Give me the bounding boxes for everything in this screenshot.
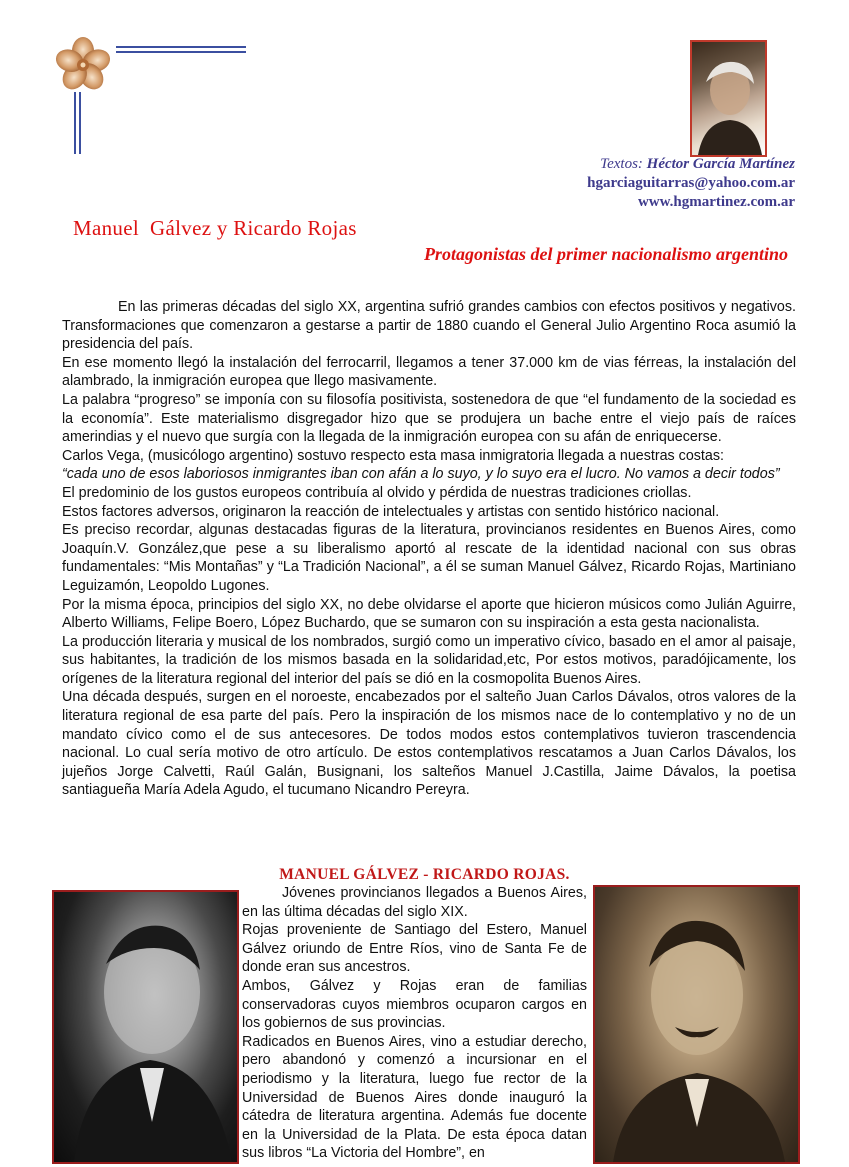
author-credit [587, 155, 795, 174]
vertical-rule-left [74, 92, 76, 154]
paragraph: La producción literaria y musical de los nombrados, surgió como un imperativo cívico, basado en el amor al paisaje, sus habitantes, la tradición de los mismos basada en la solidaridad,etc, Por estos motivos, paradójicamente, los orígenes de la literatura regional del interior del país se dió en la cosmopolita Buenos Aires. [62, 633, 796, 687]
quote-paragraph: “cada uno de esos laboriosos inmigrantes iban con afán a lo suyo, y lo suyo era el lucro. No vamos a decir todos” [62, 466, 780, 483]
portrait-galvez-icon [54, 892, 237, 1162]
paragraph: Carlos Vega, (musicólogo argentino) sostuvo respecto esta masa inmigratoria llegada a nuestras costas: [62, 447, 724, 464]
vertical-rule-right [79, 92, 81, 154]
section-heading: MANUEL GÁLVEZ - RICARDO ROJAS. [279, 866, 570, 883]
author-photo [690, 40, 767, 157]
paragraph: En ese momento llegó la instalación del ferrocarril, llegamos a tener 37.000 km de vias férreas, la instalación del alambrado, la inmigración europea que llego masivamente. [62, 354, 796, 390]
paragraph: En las primeras décadas del siglo XX, argentina sufrió grandes cambios con efectos positivos y negativos. Transformaciones que comenzaron a gestarse a partir de 1880 cuando el General Julio Argentino Roca asumió la presidencia del país. [62, 299, 796, 353]
flower-ornament-icon [52, 34, 114, 96]
paragraph: Por la misma época, principios del siglo XX, no debe olvidarse el aporte que hicieron músicos como Julián Aguirre, Alberto Williams, Felipe Boero, López Buchardo, que se sumaron con su inspiración a esta gesta nacionalista. [62, 596, 796, 632]
paragraph: El predominio de los gustos europeos contribuía al olvido y pérdida de nuestras tradiciones criollas. [62, 484, 692, 501]
paragraph: Una década después, surgen en el noroeste, encabezados por el salteño Juan Carlos Dávalos, otros valores de la literatura regional de esa parte del país. Pero la inspiración de los mismos nace de lo contemplativo y no de un mandato cívico como el de sus antecesores. De todos modos estos contemplativos tuvieron trascendencia nacional. Lo cual sería motivo de otro artículo. De estos contemplativos rescatamos a Juan Carlos Dávalos, los jujeños Jorge Calvetti, Raúl Galán, Busignani, los salteños Manuel J.Castilla, Jaime Dávalos, la poetisa santiagueña María Adela Agudo, el tucumano Nicandro Pereyra. [62, 689, 796, 799]
paragraph: Jóvenes provincianos llegados a Buenos Aires, en las última décadas del siglo XIX. [242, 885, 587, 920]
credit-label: Textos: [600, 156, 643, 172]
header-rule-top [116, 46, 246, 48]
article-subtitle: Protagonistas del primer nacionalismo argentino [423, 244, 788, 264]
paragraph: Estos factores adversos, originaron la reacción de intelectuales y artistas con sentido histórico nacional. [62, 503, 720, 520]
section-body [242, 884, 587, 1163]
galvez-photo [52, 890, 239, 1164]
author-name: Héctor García Martínez [646, 156, 795, 172]
author-website-link[interactable]: www.hgmartinez.com.ar [637, 194, 795, 210]
paragraph: Radicados en Buenos Aires, vino a estudiar derecho, pero abandonó y comenzó a incursionar en el periodismo y la literatura, luego fue rector de la Universidad de Buenos Aires donde inauguró la cátedra de literatura argentina. Además fue docente en la Universidad de la Plata. De esta época datan sus libros “La Victoria del Hombre”, en [242, 1033, 587, 1162]
paragraph: La palabra “progreso” se imponía con su filosofía positivista, sostenedora de que “el fundamento de la sociedad es la economía”. Este materialismo disgregador hizo que se produjera un bache entre el viejo país de raíces amerindias y el nuevo que surgía con la llegada de la inmigración europea con su afán de enriquecerse. [62, 391, 796, 446]
paragraph: Ambos, Gálvez y Rojas eran de familias conservadoras cuyos miembros ocuparon cargos en los gobiernos de sus provincias. [242, 977, 587, 1032]
rojas-photo [593, 885, 800, 1164]
article-body [62, 298, 796, 800]
author-portrait-icon [692, 42, 765, 155]
paragraph: Es preciso recordar, algunas destacadas figuras de la literatura, provincianos residentes en Buenos Aires, como Joaquín.V. González,que pese a su liberalismo aportó al rescate de la identidad nacional con sus obras fundamentales: “Mis Montañas” y “La Tradición Nacional”, a él se suman Manuel Gálvez, Ricardo Rojas, Martiniano Leguizamón, Leopoldo Lugones. [62, 522, 796, 594]
article-title: Manuel Gálvez y Ricardo Rojas [73, 216, 357, 240]
credits-block [587, 155, 795, 212]
author-email-link[interactable]: hgarciaguitarras@yahoo.com.ar [587, 175, 795, 191]
paragraph: Rojas proveniente de Santiago del Estero, Manuel Gálvez oriundo de Entre Ríos, vino de Santa Fe de donde eran sus ancestros. [242, 922, 587, 976]
header-rule-bottom [116, 51, 246, 53]
portrait-rojas-icon [595, 887, 798, 1162]
